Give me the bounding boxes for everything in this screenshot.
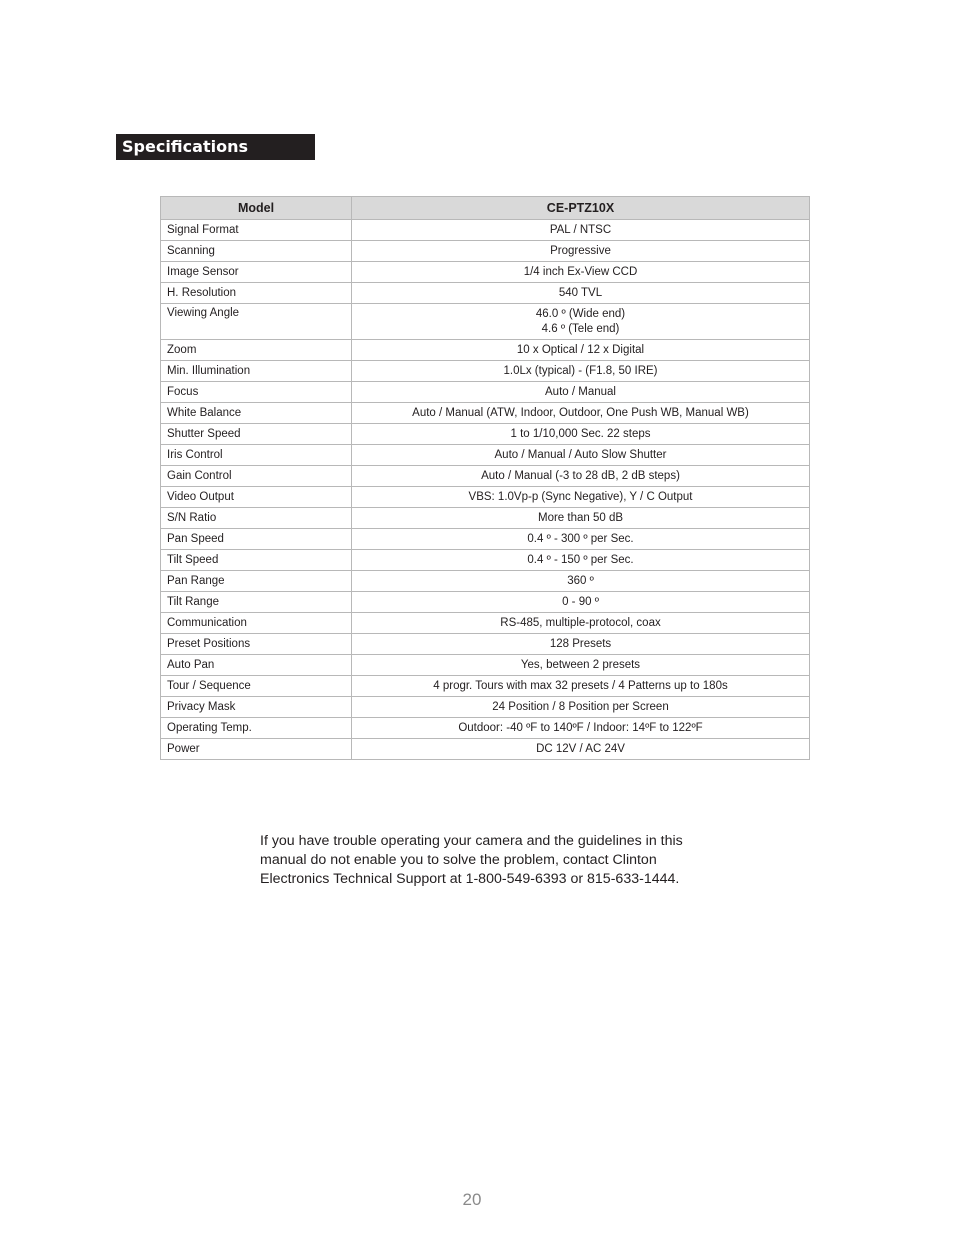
table-header-row [161, 197, 810, 220]
spec-value-line: 0.4 º - 150 º per Sec. [527, 553, 634, 566]
spec-value-line: Auto / Manual (ATW, Indoor, Outdoor, One Push WB, Manual WB) [412, 406, 749, 419]
spec-label: Shutter Speed [161, 424, 352, 445]
spec-value [352, 340, 810, 361]
spec-value [352, 718, 810, 739]
table-row [161, 403, 810, 424]
spec-label: Auto Pan [161, 655, 352, 676]
spec-value [352, 445, 810, 466]
table-body [161, 220, 810, 760]
spec-value-line: Auto / Manual (-3 to 28 dB, 2 dB steps) [481, 469, 680, 482]
table-row [161, 220, 810, 241]
spec-label: Preset Positions [161, 634, 352, 655]
table-row [161, 739, 810, 760]
table-row [161, 283, 810, 304]
spec-label: Tour / Sequence [161, 676, 352, 697]
table-row [161, 382, 810, 403]
spec-value [352, 283, 810, 304]
spec-value [352, 487, 810, 508]
spec-value-line: Progressive [550, 244, 611, 257]
spec-value [352, 550, 810, 571]
spec-label: Tilt Speed [161, 550, 352, 571]
table-row [161, 424, 810, 445]
spec-value-line: 540 TVL [558, 286, 603, 299]
support-text: If you have trouble operating your camera and the guidelines in this manual do not enable you to solve the problem, contact Clinton Electronics Technical Support at 1-800-549-6393 or 815-633-1444. [260, 833, 683, 887]
spec-value [352, 655, 810, 676]
spec-value-line: PAL / NTSC [549, 223, 612, 236]
spec-label: Iris Control [161, 445, 352, 466]
spec-label: Pan Range [161, 571, 352, 592]
spec-value [352, 676, 810, 697]
table-row [161, 361, 810, 382]
spec-value [352, 361, 810, 382]
spec-value [352, 697, 810, 718]
spec-label: Tilt Range [161, 592, 352, 613]
spec-value [352, 592, 810, 613]
spec-value [352, 241, 810, 262]
page-number: 20 [462, 1190, 482, 1209]
table-row [161, 676, 810, 697]
header-model-number: CE-PTZ10X [352, 197, 810, 220]
spec-label: Gain Control [161, 466, 352, 487]
spec-label: Scanning [161, 241, 352, 262]
table-row [161, 613, 810, 634]
spec-label: Min. Illumination [161, 361, 352, 382]
spec-label: H. Resolution [161, 283, 352, 304]
table-row [161, 592, 810, 613]
spec-value-line: 4.6 º (Tele end) [541, 323, 620, 335]
spec-label: Signal Format [161, 220, 352, 241]
specifications-table [160, 196, 810, 760]
spec-value-line: Auto / Manual [545, 385, 616, 398]
spec-value [352, 424, 810, 445]
spec-label: Pan Speed [161, 529, 352, 550]
spec-label: Power [161, 739, 352, 760]
spec-label: Communication [161, 613, 352, 634]
spec-value [352, 466, 810, 487]
header-model: Model [161, 197, 352, 220]
spec-label: Focus [161, 382, 352, 403]
spec-value-line: Auto / Manual / Auto Slow Shutter [494, 448, 667, 461]
spec-label: S/N Ratio [161, 508, 352, 529]
spec-label: White Balance [161, 403, 352, 424]
spec-value [352, 262, 810, 283]
table-row [161, 241, 810, 262]
spec-value [352, 634, 810, 655]
table-row [161, 262, 810, 283]
spec-value-line: 0.4 º - 300 º per Sec. [527, 532, 634, 545]
spec-value-line: Outdoor: -40 ºF to 140ºF / Indoor: 14ºF to 122ºF [458, 721, 703, 734]
spec-label: Image Sensor [161, 262, 352, 283]
spec-value [352, 613, 810, 634]
spec-value-line: 1/4 inch Ex-View CCD [523, 265, 638, 278]
spec-label: Zoom [161, 340, 352, 361]
spec-value-line: More than 50 dB [537, 511, 624, 524]
spec-value [352, 529, 810, 550]
spec-value-line: 10 x Optical / 12 x Digital [516, 343, 645, 356]
table-row [161, 718, 810, 739]
spec-value [352, 739, 810, 760]
spec-value-line: 1.0Lx (typical) - (F1.8, 50 IRE) [503, 364, 658, 377]
spec-value [352, 304, 810, 340]
table-row [161, 487, 810, 508]
spec-value-line: 128 Presets [549, 637, 612, 650]
spec-value-line: 360 º [567, 574, 594, 587]
spec-value-line: VBS: 1.0Vp-p (Sync Negative), Y / C Output [468, 490, 693, 503]
table-row [161, 571, 810, 592]
spec-label: Privacy Mask [161, 697, 352, 718]
table-row [161, 508, 810, 529]
spec-value [352, 508, 810, 529]
spec-value [352, 220, 810, 241]
spec-value [352, 571, 810, 592]
table-row [161, 529, 810, 550]
spec-label: Operating Temp. [161, 718, 352, 739]
table-row [161, 655, 810, 676]
spec-value-line: RS-485, multiple-protocol, coax [500, 616, 661, 629]
table-row [161, 634, 810, 655]
table-row [161, 445, 810, 466]
table-row [161, 304, 810, 340]
table-row [161, 466, 810, 487]
section-title: Specifications [116, 134, 315, 160]
spec-value [352, 403, 810, 424]
table-row [161, 697, 810, 718]
spec-label: Video Output [161, 487, 352, 508]
spec-value-line: 1 to 1/10,000 Sec. 22 steps [510, 427, 651, 440]
table-row [161, 340, 810, 361]
spec-value-line: 46.0 º (Wide end) [535, 308, 626, 320]
spec-value [352, 382, 810, 403]
spec-value-line: 4 progr. Tours with max 32 presets / 4 Patterns up to 180s [433, 679, 728, 692]
table-row [161, 550, 810, 571]
spec-value-line: Yes, between 2 presets [520, 658, 641, 671]
spec-label: Viewing Angle [161, 304, 352, 340]
spec-value-line: 24 Position / 8 Position per Screen [492, 700, 669, 713]
spec-value-line: DC 12V / AC 24V [536, 742, 625, 755]
spec-value-line: 0 - 90 º [562, 595, 599, 608]
